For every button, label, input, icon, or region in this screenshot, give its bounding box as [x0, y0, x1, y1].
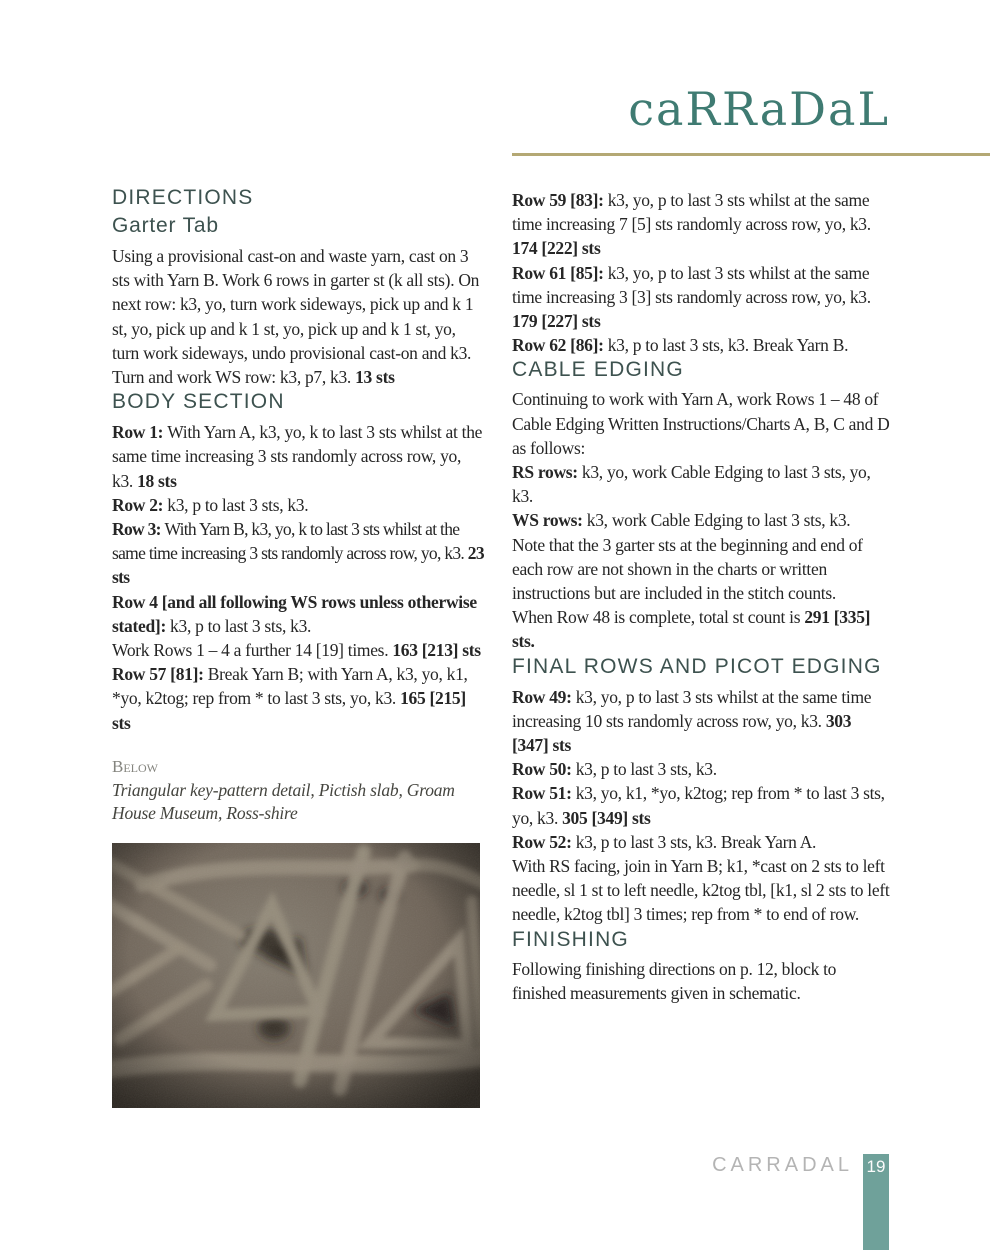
garter-sts-note: Note that the 3 garter sts at the beginning and end of each row are not shown in the charts or written instructions but are included in the stitch counts.	[512, 534, 863, 604]
finishing-instruction: Following finishing directions on p. 12, block to finished measurements given in schematic.	[512, 958, 837, 1003]
row-2-instruction: Row 2: k3, p to last 3 sts, k3.	[112, 494, 309, 515]
final-rows	[512, 685, 890, 854]
body-section-rows	[112, 420, 486, 638]
cable-edging-intro: Continuing to work with Yarn A, work Rows 1 – 48 of Cable Edging Written Instructions/Charts A, B, C and D as follows:	[512, 389, 890, 458]
rs-rows-instruction: RS rows: k3, yo, work Cable Edging to last 3 sts, yo, k3.	[512, 462, 871, 507]
stone-carving-illustration	[112, 843, 480, 1108]
row-50-instruction: Row 50: k3, p to last 3 sts, k3.	[512, 759, 717, 780]
row-49-instruction: Row 49: k3, yo, p to last 3 sts whilst at the same time increasing 10 sts randomly across row, yo, k3. 303 [347] sts	[512, 686, 872, 756]
row-3-instruction: Row 3: With Yarn B, k3, yo, k to last 3 sts whilst at the same time increasing 3 sts randomly across row, yo, k3. 23 sts	[112, 519, 484, 588]
cable-edging-heading: CABLE EDGING	[512, 358, 684, 382]
page-number: 19	[866, 1157, 886, 1176]
row-4-instruction: Row 4 [and all following WS rows unless otherwise stated]: k3, p to last 3 sts, k3.	[112, 591, 477, 636]
final-rows-heading: FINAL ROWS AND PICOT EDGING	[512, 654, 882, 678]
garter-tab-heading: Garter Tab	[112, 214, 219, 237]
right-column	[512, 188, 890, 1005]
page-number-bar	[863, 1154, 889, 1250]
brand-logo: caRRaDaL	[628, 82, 890, 136]
pictish-slab-photo	[112, 843, 480, 1108]
ws-rows-instruction: WS rows: k3, work Cable Edging to last 3 sts, k3.	[512, 510, 851, 531]
row-61-instruction: Row 61 [85]: k3, yo, p to last 3 sts whilst at the same time increasing 3 [3] sts randomly across row, yo, k3. 179 [227] sts	[512, 262, 871, 332]
row-62-instruction: Row 62 [86]: k3, p to last 3 sts, k3. Break Yarn B.	[512, 335, 849, 356]
row-51-instruction: Row 51: k3, yo, k1, *yo, k2tog; rep from * to last 3 sts, yo, k3. 305 [349] sts	[512, 783, 885, 828]
left-column	[112, 185, 486, 1108]
body-section-heading: BODY SECTION	[112, 390, 285, 414]
footer-brand: CARRADAL	[712, 1154, 853, 1176]
picot-edging-instruction: With RS facing, join in Yarn B; k1, *cast on 2 sts to left needle, sl 1 st to left needle, k2tog tbl, [k1, sl 2 sts to left needle, k2tog tbl] 3 times; rep from * to end of row.	[512, 856, 890, 925]
row-59-instruction: Row 59 [83]: k3, yo, p to last 3 sts whilst at the same time increasing 7 [5] sts randomly across row, yo, k3. 174 [222] sts	[512, 190, 871, 259]
work-rows-note: Work Rows 1 – 4 a further 14 [19] times. 163 [213] sts	[112, 640, 481, 661]
photo-caption: Triangular key-pattern detail, Pictish slab, Groam House Museum, Ross-shire	[112, 779, 455, 823]
header-rule	[512, 153, 990, 156]
garter-tab-instructions: Using a provisional cast-on and waste yarn, cast on 3 sts with Yarn B. Work 6 rows in garter st (k all sts). On next row: k3, yo, turn work sideways, pick up and k 1 st, yo, pick up and k 1 st, yo, pick up and k 1 st, yo, turn work sideways, undo provisional cast-on and k3. Turn and work WS row: k3, p7, k3. 13 sts	[112, 246, 480, 388]
row-48-stitch-count: When Row 48 is complete, total st count is 291 [335] sts.	[512, 607, 871, 652]
row-57-instruction: Row 57 [81]: Break Yarn B; with Yarn A, k3, yo, k1, *yo, k2tog; rep from * to last 3 sts, yo, k3. 165 [215] sts	[112, 664, 468, 733]
row-52-instruction: Row 52: k3, p to last 3 sts, k3. Break Yarn A.	[512, 831, 817, 852]
directions-heading: DIRECTIONS	[112, 186, 254, 209]
row-1-instruction: Row 1: With Yarn A, k3, yo, k to last 3 sts whilst at the same time increasing 3 sts randomly across row, yo, k3. 18 sts	[112, 422, 483, 491]
photo-caption-label: Below	[112, 756, 158, 776]
finishing-heading: FINISHING	[512, 927, 629, 951]
